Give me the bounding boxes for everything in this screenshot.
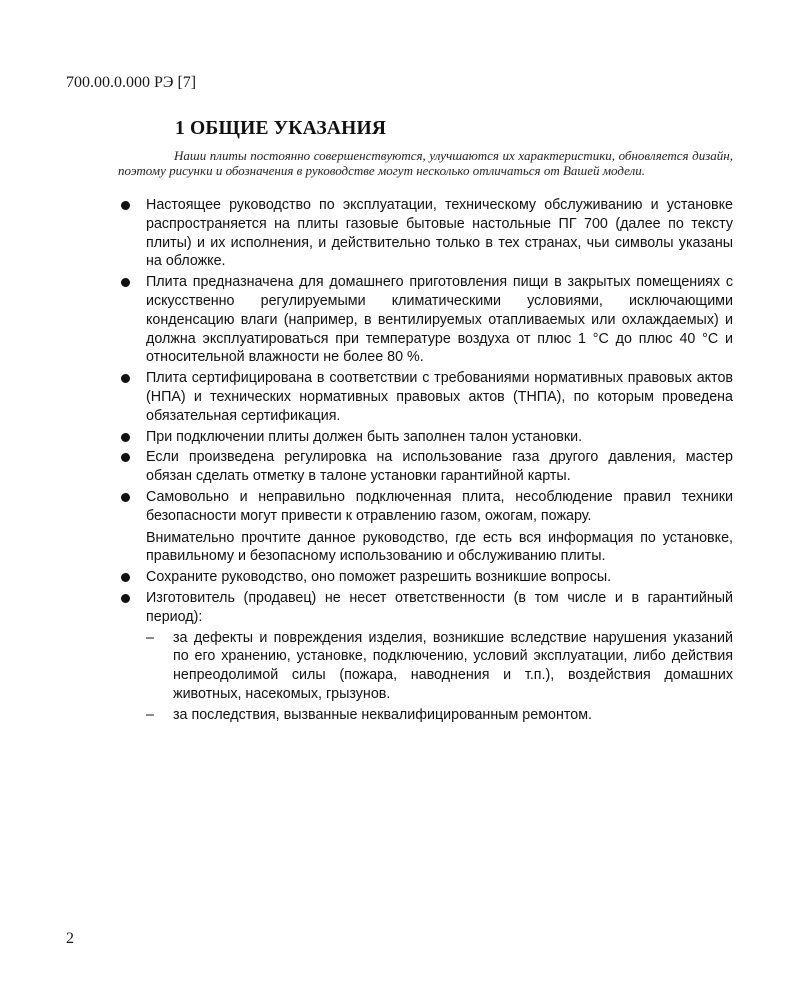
bullet-icon — [121, 594, 130, 603]
intro-note: Наши плиты постоянно совершенствуются, улучшаются их характеристики, обновляется дизайн, поэтому рисунки и обозначения в руководстве могут несколько отличаться от Вашей модели. — [118, 148, 733, 178]
list-item — [118, 448, 733, 486]
list-item-text: Изготовитель (продавец) не несет ответственности (в том числе и в гарантийный период): — [146, 589, 733, 625]
list-item-text: Если произведена регулировка на использование газа другого давления, мастер обязан сделать отметку в талоне установки гарантийной карты. — [146, 449, 733, 485]
liability-exclusions-list — [146, 629, 733, 725]
document-code: 700.00.0.000 РЭ [7] — [66, 74, 197, 91]
list-item — [118, 369, 733, 425]
list-item-text: Плита сертифицирована в соответствии с требованиями нормативных правовых актов (НПА) и технических нормативных правовых актов (ТНПА), по которым проведена обязательная сертификация. — [146, 370, 733, 424]
list-item-text: Сохраните руководство, оно поможет разрешить возникшие вопросы. — [146, 569, 612, 586]
list-item — [118, 589, 733, 725]
bullet-icon — [121, 201, 130, 210]
list-item-text: Самовольно и неправильно подключенная плита, несоблюдение правил техники безопасности могут привести к отравлению газом, ожогам, пожару. — [146, 488, 733, 524]
list-item-text: Настоящее руководство по эксплуатации, техническому обслуживанию и установке распространяется на плиты газовые бытовые настольные ПГ 700 (далее по тексту плиты) и их исполнения, и действительно только в тех странах, чьи символы указаны на обложке. — [146, 197, 733, 270]
bullet-icon — [121, 493, 130, 502]
sub-list-item — [146, 629, 733, 704]
section-title: 1 ОБЩИЕ УКАЗАНИЯ — [175, 118, 387, 139]
bullet-icon — [121, 573, 130, 582]
sub-list-item — [146, 706, 733, 725]
sub-list-item-text: за дефекты и повреждения изделия, возникшие вследствие нарушения указаний по его хранению, установке, подключению, условий эксплуатации, либо действия непреодолимой силы (пожара, наводнения и т.п.), воздействия домашних животных, насекомых, грызунов. — [173, 629, 733, 702]
list-item — [118, 196, 733, 271]
list-item — [118, 488, 733, 566]
page-number: 2 — [66, 930, 74, 947]
general-instructions-list — [118, 196, 733, 727]
list-item — [118, 568, 733, 587]
bullet-icon — [121, 453, 130, 462]
sub-list-item-text: за последствия, вызванные неквалифицированным ремонтом. — [173, 706, 593, 723]
bullet-icon — [121, 433, 130, 442]
dash-marker: – — [146, 629, 154, 646]
list-item — [118, 428, 733, 447]
list-item-extra-paragraph: Внимательно прочтите данное руководство, где есть вся информация по установке, правильному и безопасному использованию и обслуживанию плиты. — [146, 529, 733, 565]
list-item — [118, 273, 733, 367]
list-item-text: При подключении плиты должен быть заполнен талон установки. — [146, 428, 583, 445]
dash-marker: – — [146, 706, 154, 723]
bullet-icon — [121, 278, 130, 287]
bullet-icon — [121, 374, 130, 383]
list-item-text: Плита предназначена для домашнего приготовления пищи в закрытых помещениях с искусственно регулируемыми климатическими условиями, исключающими конденсацию влаги (например, в вентилируемых отапливаемых или охлаждаемых) и должна эксплуатироваться при температуре воздуха от плюс 1 °С до плюс 40 °С и относительной влажности не более 80 %. — [146, 274, 733, 366]
